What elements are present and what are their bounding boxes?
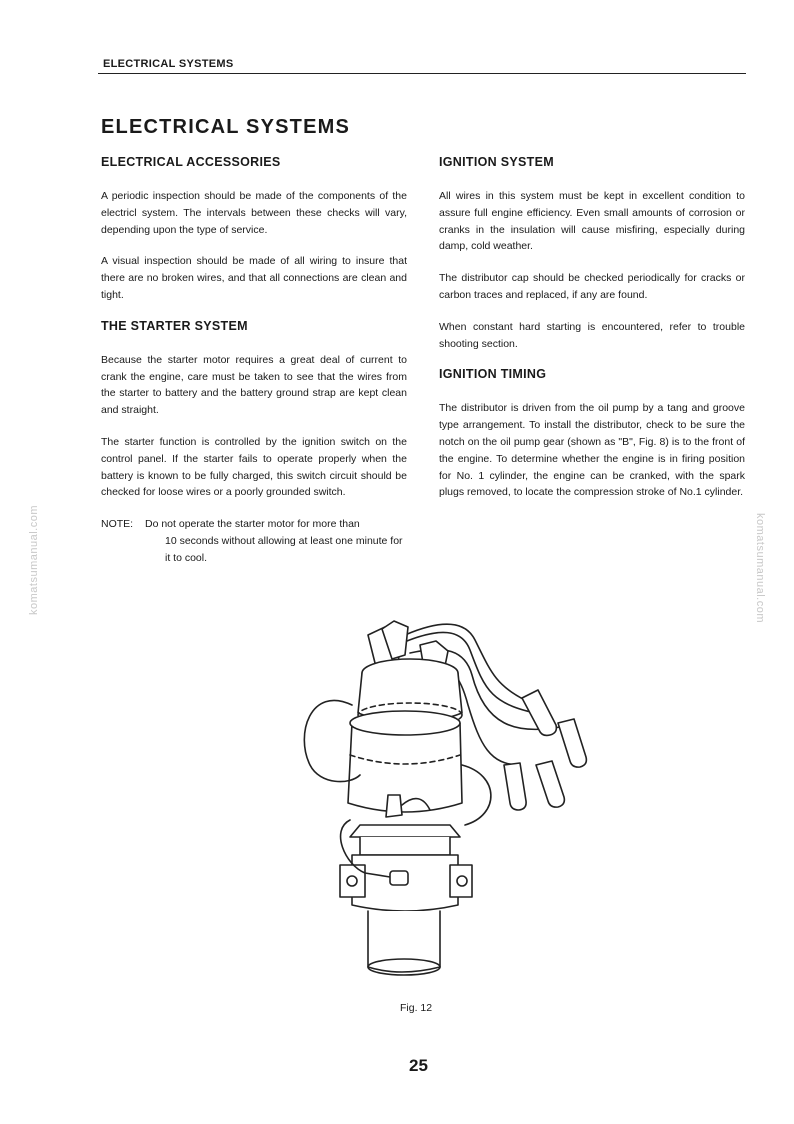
paragraph: All wires in this system must be kept in excellent condition to assure full engine efficiency. Even small amounts of corrosion or cranks in the insulation will cause misfiring, especially during damp, cold weather. <box>439 190 745 253</box>
right-column <box>439 155 745 516</box>
section-heading-ignition-timing: IGNITION TIMING <box>439 367 547 382</box>
note-first-line: Do not operate the starter motor for more than <box>145 518 360 531</box>
paragraph: The distributor is driven from the oil pump by a tang and groove type arrangement. To install the distributor, check to be sure the notch on the oil pump gear (shown as "B", Fig. 8) is to the front of the engine. To determine whether the engine is in firing position for No. 1 cylinder, the engine can be cranked, with the spark plugs removed, to locate the compression stroke of No.1 cylinder. <box>439 402 745 499</box>
running-header: ELECTRICAL SYSTEMS <box>103 58 234 70</box>
spark-plug-boot-2 <box>558 719 586 767</box>
spark-plug-boot-3 <box>536 761 564 807</box>
paragraph: A visual inspection should be made of all wiring to insure that there are no broken wires, and that all connections are clean and tight. <box>101 255 407 301</box>
section-heading-electrical-accessories: ELECTRICAL ACCESSORIES <box>101 155 281 169</box>
note-label: NOTE: <box>101 518 134 531</box>
spark-plug-boot-4 <box>504 763 526 810</box>
distributor-illustration <box>290 615 610 985</box>
paragraph: The starter function is controlled by the ignition switch on the control panel. If the starter fails to operate properly when the battery is known to be fully charged, this switch circuit should be checked for loose wires or a poorly grounded switch. <box>101 435 407 499</box>
page-title: ELECTRICAL SYSTEMS <box>101 116 351 138</box>
header-rule <box>98 73 746 74</box>
note-block <box>101 516 407 566</box>
paragraph: The distributor cap should be checked periodically for cracks or carbon traces and replaced, if any are found. <box>439 272 745 301</box>
paragraph: Because the starter motor requires a great deal of current to crank the engine, care must be taken to see that the wires from the starter to battery and the battery ground strap are kept clean and straight. <box>101 353 407 417</box>
section-heading-ignition-system: IGNITION SYSTEM <box>439 155 554 169</box>
note-continuation: 10 seconds without allowing at least one minute for it to cool. <box>165 534 403 564</box>
page-number: 25 <box>409 1056 428 1075</box>
section-heading-starter-system: THE STARTER SYSTEM <box>101 318 248 333</box>
left-column <box>101 155 407 567</box>
paragraph: A periodic inspection should be made of the components of the electricl system. The intervals between these checks will vary, depending upon the type of service. <box>101 190 407 236</box>
watermark-right: komatsumanual.com <box>754 513 766 623</box>
note-text <box>145 516 407 566</box>
paragraph: When constant hard starting is encountered, refer to trouble shooting section. <box>439 320 745 350</box>
watermark-left: komatsumanual.com <box>28 505 40 615</box>
figure-caption: Fig. 12 <box>400 1002 433 1014</box>
